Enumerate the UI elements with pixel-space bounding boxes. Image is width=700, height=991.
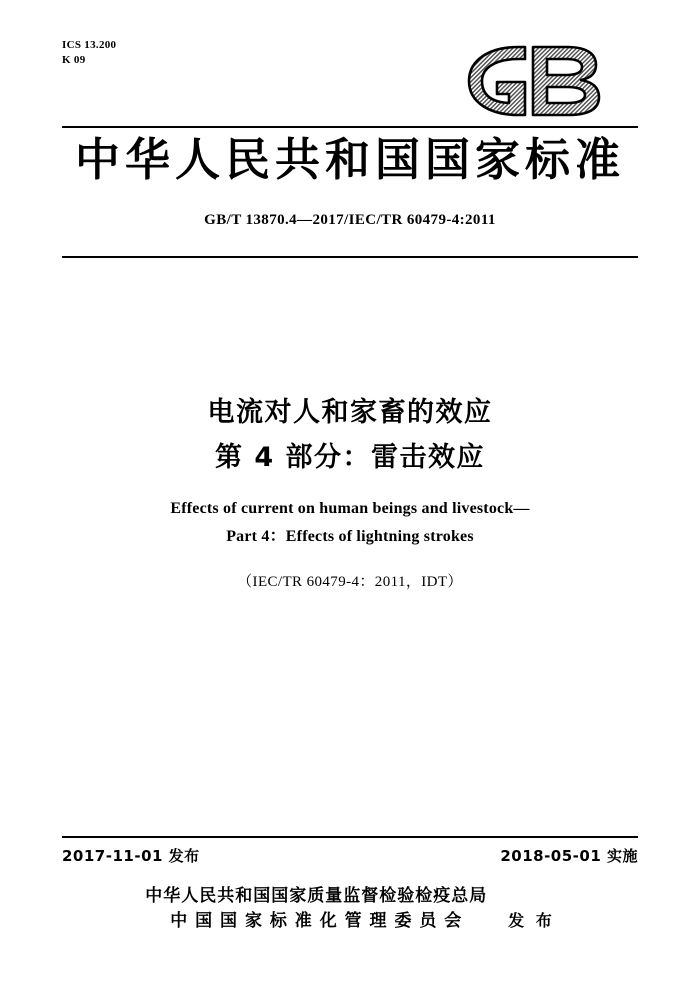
document-title-chinese-line2: 第 4 部分：雷击效应 (214, 442, 486, 473)
idt-note: （IEC/TR 60479-4：2011，IDT） (237, 574, 463, 590)
document-title-chinese-line1: 电流对人和家畜的效应 (207, 397, 493, 428)
publisher-line-1: 中华人民共和国国家质量监督检验检疫总局 (145, 886, 488, 906)
classification-code: K 09 (62, 54, 86, 66)
header-divider-bottom (62, 256, 638, 258)
header-divider-top (62, 126, 638, 128)
gb-logo-icon (463, 42, 603, 120)
document-title-chinese (0, 390, 700, 480)
national-standard-title: 中华人民共和国国家标准 (74, 133, 625, 186)
document-title-english-line1: Effects of current on human beings and livestock— (170, 500, 530, 517)
publish-verb: 发 布 (508, 910, 555, 930)
footer-divider (62, 836, 638, 838)
issue-date: 2017-11-01 发布 (62, 847, 200, 865)
document-title-english-line2: Part 4：Effects of lightning strokes (226, 528, 474, 545)
effective-date: 2018-05-01 实施 (500, 847, 638, 865)
ics-code: ICS 13.200 (62, 39, 117, 51)
publisher-line-2: 中 国 国 家 标 准 化 管 理 委 员 会 (170, 911, 463, 931)
ics-code-block (62, 38, 116, 68)
publisher-block (0, 884, 700, 934)
standard-number: GB/T 13870.4—2017/IEC/TR 60479-4:2011 (204, 212, 496, 228)
publisher-names (145, 884, 487, 934)
document-title-english (0, 495, 700, 551)
